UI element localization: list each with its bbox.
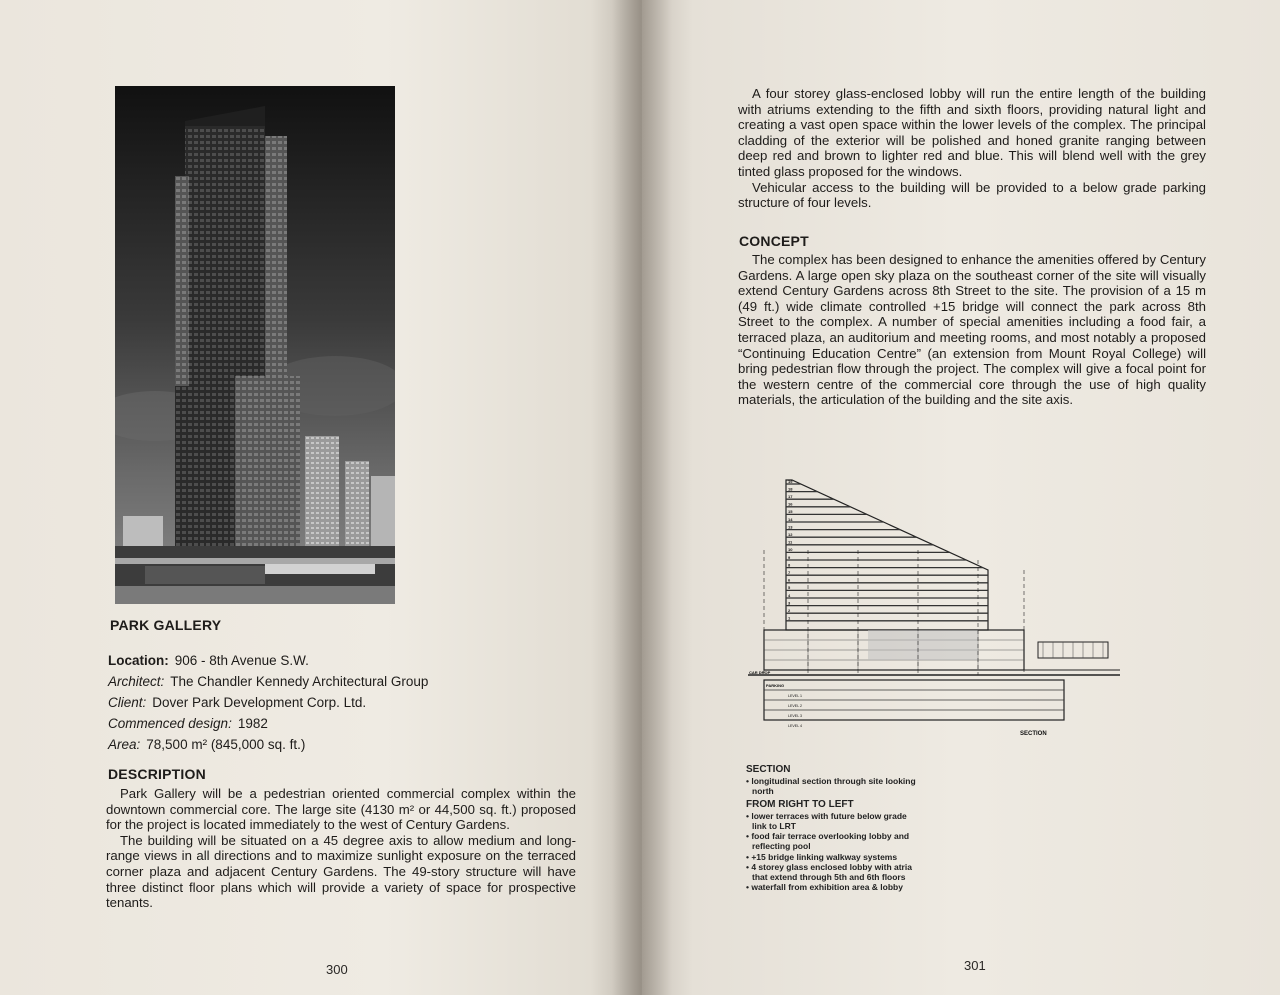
floor-number: 13 bbox=[788, 524, 793, 530]
floor-number: 11 bbox=[788, 539, 793, 545]
floor-number: 5 bbox=[788, 585, 791, 591]
section-legend bbox=[746, 762, 916, 892]
floor-number: 15 bbox=[788, 509, 793, 515]
intro-text bbox=[738, 86, 1206, 211]
project-details bbox=[108, 650, 428, 755]
legend-item: • longitudinal section through site looking north bbox=[746, 776, 916, 797]
legend-heading: SECTION bbox=[746, 764, 791, 775]
detail-client: Client: Dover Park Development Corp. Ltd. bbox=[108, 695, 367, 710]
section-diagram bbox=[748, 470, 1120, 742]
description-text bbox=[106, 786, 576, 911]
car-drop-label: CAR DROP bbox=[749, 670, 771, 675]
floor-number: 6 bbox=[788, 577, 791, 583]
concept-paragraph: The complex has been designed to enhance the amenities offered by Century Gardens. A large open sky plaza on the southeast corner of the site will visually extend Century Gardens across 8th Street to the site. The provision of a 15 m (49 ft.) wide climate controlled +15 bridge will connect the park across 8th Street to the complex. A number of special amenities including a food fair, a terraced plaza, an auditorium and meeting rooms, and most notably a proposed “Continuing Education Centre” (an extension from Mount Royal College) will bring pedestrian flow through the project. The complex will give a focal point for the western centre of the commercial core through the use of high quality materials, the articulation of the building and the site axis. bbox=[738, 252, 1206, 408]
level-label: LEVEL 3 bbox=[788, 714, 803, 718]
description-paragraph: Park Gallery will be a pedestrian oriented commercial complex within the downtown commercial core. The large site (4130 m² or 44,500 sq. ft.) proposed for the project is located immediately to the west of Century Gardens. bbox=[106, 786, 576, 833]
legend-item: • waterfall from exhibition area & lobby bbox=[746, 882, 903, 893]
level-label: LEVEL 1 bbox=[788, 694, 803, 698]
building-photo bbox=[115, 86, 395, 604]
concept-text bbox=[738, 252, 1206, 408]
legend-subheading: FROM RIGHT TO LEFT bbox=[746, 798, 854, 810]
floor-number: 17 bbox=[788, 494, 793, 499]
description-paragraph: The building will be situated on a 45 degree axis to allow medium and long-range views in all directions and to maximize sunlight exposure on the terraced corner plaza and adjacent Century Gardens. The 49-story structure will have three distinct floor plans which will provide a variety of space for prospective tenants. bbox=[106, 832, 576, 911]
floor-number: 8 bbox=[788, 562, 791, 568]
legend-item: • 4 storey glass enclosed lobby with atria that extend through 5th and 6th floors bbox=[746, 861, 912, 883]
floor-number: 9 bbox=[788, 554, 791, 560]
legend-item: • food fair terrace overlooking lobby and reflecting pool bbox=[746, 831, 910, 852]
intro-paragraph: Vehicular access to the building will be provided to a below grade parking structure of four levels. bbox=[738, 179, 1206, 211]
level-label: LEVEL 4 bbox=[788, 724, 803, 728]
floor-number: 4 bbox=[788, 592, 791, 598]
floor-number: 10 bbox=[788, 547, 793, 553]
floor-number: 14 bbox=[788, 516, 793, 522]
tower-rendering bbox=[115, 86, 395, 604]
concept-heading: CONCEPT bbox=[739, 233, 809, 249]
floor-number: 1 bbox=[788, 615, 791, 621]
floor-number: 2 bbox=[788, 608, 791, 613]
section-drawing bbox=[748, 470, 1120, 742]
detail-area: Area: 78,500 m² (845,000 sq. ft.) bbox=[108, 737, 306, 752]
level-label: LEVEL 2 bbox=[788, 704, 803, 708]
page-number-right: 301 bbox=[964, 958, 986, 973]
detail-architect: Architect: The Chandler Kennedy Architectural Group bbox=[108, 674, 429, 689]
floor-number: 3 bbox=[788, 600, 791, 606]
section-caption: SECTION bbox=[1020, 731, 1047, 737]
floor-number: 19 bbox=[788, 478, 793, 484]
floor-number: 16 bbox=[788, 501, 793, 507]
intro-paragraph: A four storey glass-enclosed lobby will run the entire length of the building with atriums extending to the fifth and sixth floors, providing natural light and creating a vast open space within the lower levels of the complex. The principal cladding of the exterior will be polished and honed granite ranging between deep red and brown to lighter red and blue. This will blend well with the grey tinted glass proposed for the windows. bbox=[738, 86, 1206, 179]
legend-item: • lower terraces with future below grade link to LRT bbox=[746, 810, 907, 832]
project-title: PARK GALLERY bbox=[110, 617, 222, 633]
description-heading: DESCRIPTION bbox=[108, 766, 206, 782]
detail-commenced: Commenced design: 1982 bbox=[108, 716, 268, 731]
floor-number: 12 bbox=[788, 532, 793, 537]
floor-number: 18 bbox=[788, 486, 793, 492]
detail-location: Location: 906 - 8th Avenue S.W. bbox=[108, 653, 309, 668]
legend-item: • +15 bridge linking walkway systems bbox=[746, 851, 898, 862]
page-number-left: 300 bbox=[326, 962, 348, 977]
parking-label: PARKING bbox=[766, 683, 785, 688]
floor-number: 7 bbox=[788, 570, 791, 575]
